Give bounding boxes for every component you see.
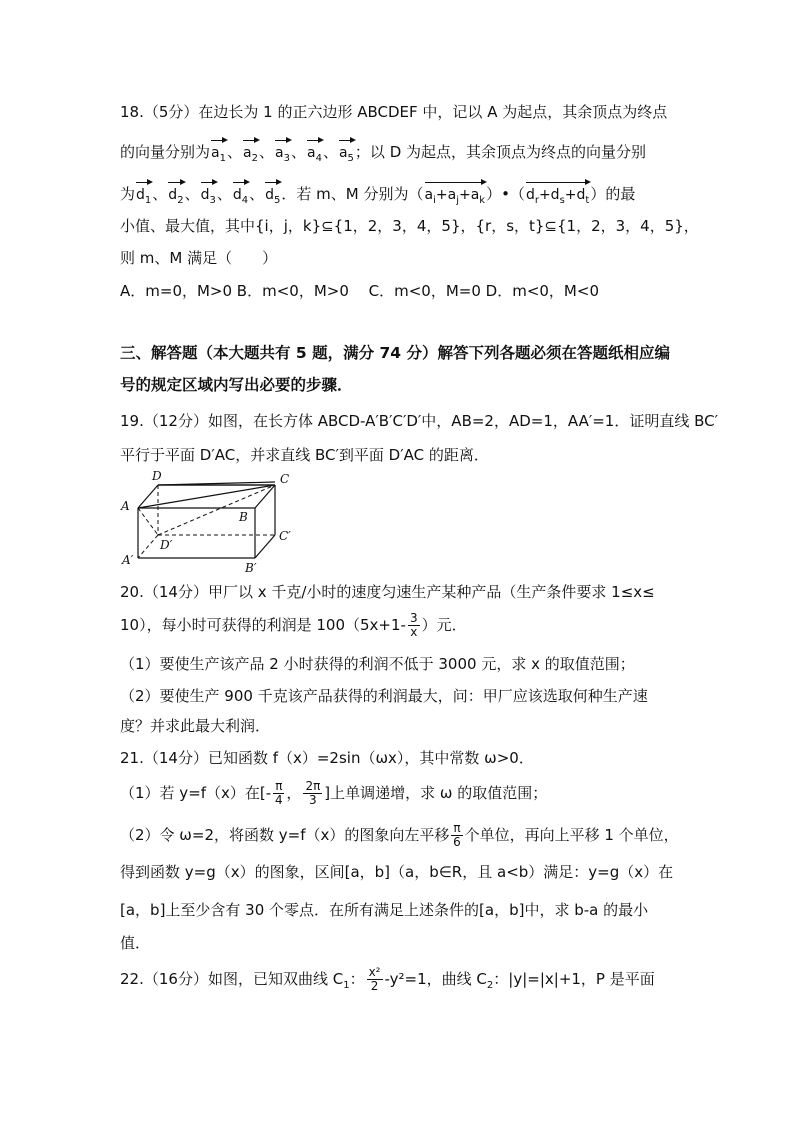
vector-d1: $d_1$ (136, 178, 151, 211)
q21-part2-line4: 值． (120, 934, 151, 952)
q21-line1: 21.（14分）已知函数 f（x）=2sin（ωx），其中常数 ω>0． (120, 749, 534, 767)
q19-line2: 平行于平面 D′AC，并求直线 BC′到平面 D′AC 的距离． (120, 446, 489, 464)
vector-a5: $a_5$ (339, 136, 354, 169)
section3-heading-line1: 三、解答题（本大题共有 5 题，满分 74 分）解答下列各题必须在答题纸相应编 (120, 344, 670, 362)
q21-part2-text-b: 个单位，再向上平移 1 个单位， (464, 826, 679, 844)
figure-label-B: B (239, 510, 248, 524)
q21-part2-text-a: （2）令 ω=2，将函数 y=f（x）的图象向左平移 (120, 826, 450, 844)
q20-part1: （1）要使生产该产品 2 小时获得的利润不低于 3000 元，求 x 的取值范围； (120, 655, 635, 673)
q21-part2-line1 (120, 822, 679, 849)
fraction-denominator: 6 (453, 835, 461, 849)
fraction-denominator: 3 (309, 793, 317, 807)
vector-d4: $d_4$ (233, 178, 248, 211)
q22-text-b: -y²=1，曲线 C (384, 970, 487, 988)
q21-part1 (120, 780, 547, 807)
fraction-denominator: 2 (370, 979, 379, 993)
fraction-numerator: π (275, 779, 283, 793)
q19-line1: 19.（12分）如图，在长方体 ABCD-A′B′C′D′中，AB=2，AD=1，AA′=1．证明直线 BC′ (120, 412, 719, 430)
q18-options: A．m=0，M>0 B．m<0，M>0 C．m<0，M=0 D．m<0，M<0 (120, 282, 599, 300)
q18-line3-text-b: ．若 m、M 分别为（ (281, 185, 424, 203)
q22-line1: 22.（16分）如图，已知双曲线 $C_1$： $\frac{\text{x²}}{2}$ -y²=1，曲线 $C_2$：|y|=|x|+1，P 是平面 (120, 965, 655, 993)
q20-line2-text-b: ）元． (421, 616, 467, 634)
fraction-x2-over-2 (367, 966, 383, 993)
figure-label-Dprime: D′ (160, 538, 173, 552)
figure-label-Bprime: B′ (245, 561, 257, 575)
q18-line5: 则 m、M 满足（ ） (120, 249, 278, 267)
q18-line2: 的向量分别为$a_1$、$a_2$、$a_3$、$a_4$、$a_5$；以 D 为起点，其余顶点为终点的向量分别 (120, 136, 646, 169)
q20-part2-line1: （2）要使生产 900 千克该产品获得的利润最大，问：甲厂应该选取何种生产速 (120, 687, 648, 705)
fraction-numerator: x² (368, 965, 381, 979)
fraction-pi-over-4 (273, 780, 284, 807)
figure-label-A: A (121, 499, 130, 513)
vector-d2: $d_2$ (168, 178, 183, 211)
q20-part2-line2: 度？并求此最大利润． (120, 717, 271, 735)
q18-line2-text-a: 的向量分别为 (120, 143, 211, 161)
q21-part2-line3: [a，b]上至少含有 30 个零点．在所有满足上述条件的[a，b]中，求 b-a 的最小 (120, 901, 649, 919)
vector-a3: $a_3$ (275, 136, 290, 169)
q22-text-c: ：|y|=|x|+1，P 是平面 (493, 970, 655, 988)
fraction-numerator: 2π (305, 779, 321, 793)
fraction-numerator: 3 (409, 611, 418, 625)
q20-line2-text-a: 10），每小时可获得的利润是 100（5x+1- (120, 616, 406, 634)
q18-line2-text-b: ；以 D 为起点，其余顶点为终点的向量分别 (354, 143, 647, 161)
q21-part1-text-a: （1）若 y=f（x）在[- (120, 784, 272, 802)
q20-line1: 20.（14分）甲厂以 x 千克/小时的速度匀速生产某种产品（生产条件要求 1≤x≤ (120, 583, 655, 601)
q22-text-a: 22.（16分）如图，已知双曲线 C (120, 970, 344, 988)
vector-sum-a: $a_i+a_j+a_k$ (425, 178, 486, 211)
section3-heading-line2: 号的规定区域内写出必要的步骤． (120, 376, 353, 394)
q18-line3-text-d: ）的最 (590, 185, 636, 203)
vector-sum-d: $d_r+d_s+d_t$ (526, 178, 589, 211)
cuboid-figure (118, 468, 308, 578)
q18-line1: 18.（5分）在边长为 1 的正六边形 ABCDEF 中，记以 A 为起点，其余顶点为终点 (120, 103, 668, 121)
figure-label-Aprime: A′ (122, 553, 134, 567)
fraction-numerator: π (453, 821, 461, 835)
vector-a1: $a_1$ (211, 136, 226, 169)
vector-a4: $a_4$ (307, 136, 322, 169)
fraction-2pi-over-3 (303, 780, 322, 807)
q18-line3-text-a: 为 (120, 185, 136, 203)
fraction-denominator: x (410, 625, 418, 639)
figure-label-C: C (280, 472, 290, 486)
vector-a2: $a_2$ (243, 136, 258, 169)
vector-d5: $d_5$ (265, 178, 280, 211)
figure-label-Cprime: C′ (279, 529, 291, 543)
figure-label-D: D (152, 469, 162, 483)
q18-line4: 小值、最大值，其中{i，j，k}⊆{1，2，3，4，5}，{r，s，t}⊆{1，2，3，4，5}， (120, 217, 699, 235)
q18-line3: 为$d_1$、$d_2$、$d_3$、$d_4$、$d_5$．若 m、M 分别为$(a_i+a_j+a_k)•(d_r+d_s+d_t)$的最 (120, 178, 635, 211)
q20-line2 (120, 612, 467, 639)
fraction-3-over-x (408, 612, 420, 639)
q21-part1-text-b: ]上单调递增，求 ω 的取值范围； (324, 784, 548, 802)
vector-d3: $d_3$ (201, 178, 216, 211)
fraction-pi-over-6 (451, 822, 462, 849)
fraction-denominator: 4 (274, 793, 283, 807)
q21-part2-line2: 得到函数 y=g（x）的图象，区间[a，b]（a，b∈R，且 a<b）满足：y=g（x）在 (120, 863, 674, 881)
q18-line3-text-c: ）•（ (486, 185, 525, 203)
q21-part1-comma: ， (286, 784, 302, 802)
